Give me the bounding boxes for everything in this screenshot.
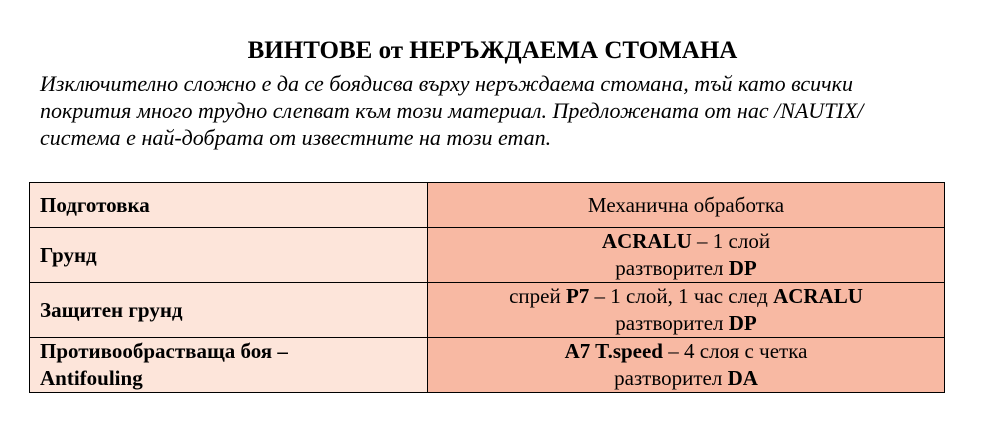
step-value-cell bbox=[428, 228, 945, 283]
intro-line: система е най-добрата от известните на този етап. bbox=[40, 125, 552, 150]
intro-paragraph bbox=[40, 70, 970, 151]
value-text: – 1 слой, 1 час след bbox=[589, 284, 774, 308]
product-name: DP bbox=[728, 256, 757, 280]
table-row bbox=[30, 338, 945, 393]
step-label: Защитен грунд bbox=[40, 297, 183, 322]
step-value-line bbox=[438, 365, 934, 392]
step-label-cell bbox=[30, 283, 428, 338]
table-row bbox=[30, 183, 945, 228]
step-value-line bbox=[438, 228, 934, 255]
intro-line: покрития много трудно слепват към този материал. Предложената от нас /NAUTIX/ bbox=[40, 98, 864, 123]
step-label: Antifouling bbox=[40, 366, 143, 390]
intro-line: Изключително сложно е да се боядисва върху неръждаема стомана, тъй като всички bbox=[40, 71, 853, 96]
step-value-cell bbox=[428, 338, 945, 393]
page-title: ВИНТОВЕ от НЕРЪЖДАЕМА СТОМАНА bbox=[247, 37, 738, 64]
step-value-cell bbox=[428, 283, 945, 338]
value-text: – 4 слоя с четка bbox=[663, 339, 808, 363]
step-label: Подготовка bbox=[40, 192, 150, 217]
value-text: разтворител bbox=[614, 366, 728, 390]
value-text: спрей bbox=[509, 284, 566, 308]
product-name: DP bbox=[728, 311, 757, 335]
value-text: – 1 слой bbox=[691, 229, 771, 253]
value-text: разтворител bbox=[615, 311, 729, 335]
product-name: P7 bbox=[565, 284, 590, 308]
value-text: Механична обработка bbox=[587, 192, 785, 217]
table-row bbox=[30, 228, 945, 283]
table-row bbox=[30, 283, 945, 338]
step-value-line bbox=[438, 338, 934, 365]
step-label-cell bbox=[30, 338, 428, 393]
step-value-line bbox=[438, 283, 934, 310]
product-name: ACRALU bbox=[601, 229, 692, 253]
step-label: Противообрастваща боя – bbox=[40, 339, 288, 363]
step-value-line bbox=[438, 310, 934, 337]
product-name: DA bbox=[727, 366, 758, 390]
product-name: ACRALU bbox=[773, 284, 863, 308]
coating-system-table bbox=[29, 182, 945, 393]
step-value-cell bbox=[428, 183, 945, 228]
step-value-line bbox=[438, 255, 934, 282]
step-label: Грунд bbox=[40, 242, 97, 267]
step-value-line bbox=[438, 192, 934, 219]
value-text: разтворител bbox=[615, 256, 729, 280]
step-label-cell bbox=[30, 228, 428, 283]
product-name: A7 T.speed bbox=[564, 339, 663, 363]
step-label-cell bbox=[30, 183, 428, 228]
